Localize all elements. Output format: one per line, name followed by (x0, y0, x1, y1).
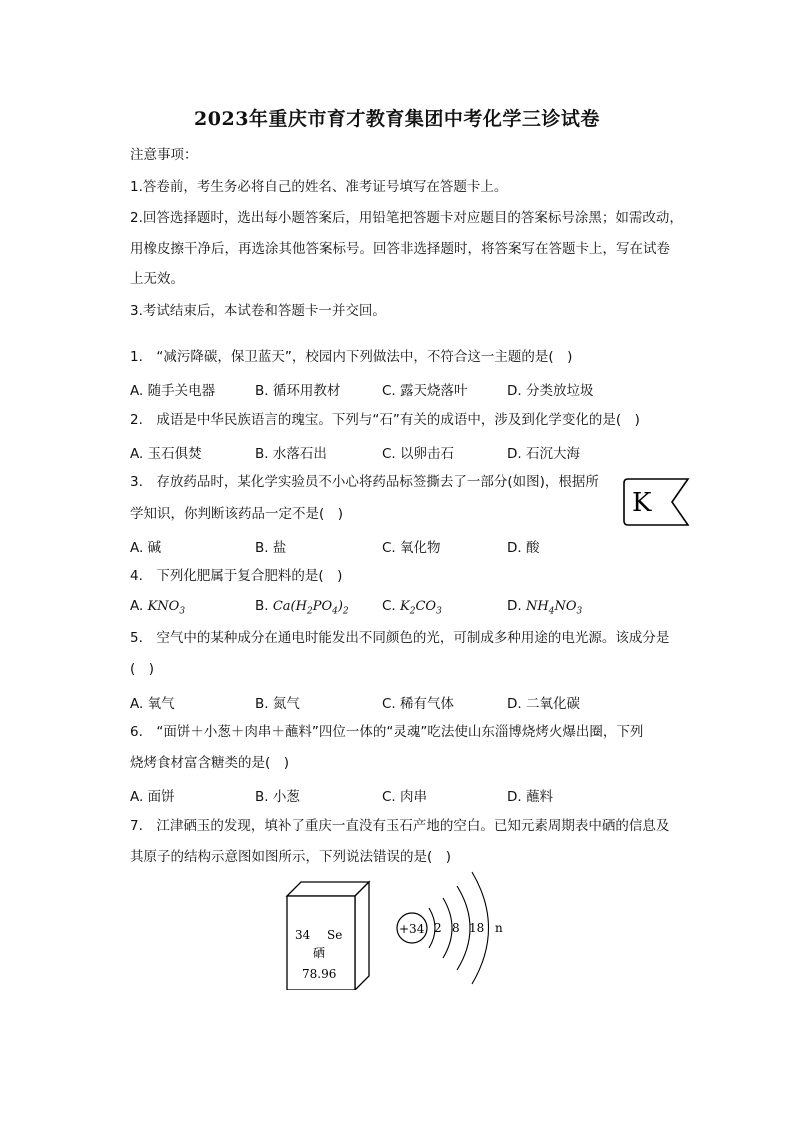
option-d: D. 酸 (507, 540, 540, 556)
note-2-line-3: 上无效。 (130, 271, 184, 287)
option-c: C. $K_2CO_3$ (382, 598, 442, 617)
shell-2-count: 8 (452, 921, 460, 935)
question-3-stem-line-1: 3. 存放药品时，某化学实验员不小心将药品标签撕去了一部分(如图)，根据所 (130, 474, 599, 490)
option-b: B. 盐 (255, 540, 287, 556)
option-a: A. $KNO_3$ (130, 598, 186, 617)
option-d: D. 分类放垃圾 (507, 383, 594, 399)
option-c: C. 稀有气体 (382, 696, 455, 712)
option-b: B. 小葱 (255, 789, 300, 805)
question-4-stem: 4. 下列化肥属于复合肥料的是( ) (130, 568, 343, 584)
question-5-stem-line-1: 5. 空气中的某种成分在通电时能发出不同颜色的光，可制成多种用途的电光源。该成分是 (130, 630, 670, 646)
shell-3-count: 18 (469, 921, 485, 935)
question-2-stem: 2. 成语是中华民族语言的瑰宝。下列与“石”有关的成语中，涉及到化学变化的是( ) (130, 412, 640, 428)
question-1-options (130, 379, 690, 397)
option-d: D. $NH_4NO_3$ (507, 598, 583, 617)
note-1: 1.答卷前，考生务必将自己的姓名、准考证号填写在答题卡上。 (130, 179, 508, 195)
page-title: 2023年重庆市育才教育集团中考化学三诊试卷 (194, 108, 600, 130)
shell-1-count: 2 (434, 921, 442, 935)
element-name: 硒 (313, 946, 326, 960)
question-7-stem-line-1: 7. 江津硒玉的发现，填补了重庆一直没有玉石产地的空白。已知元素周期表中硒的信息及 (130, 818, 670, 834)
question-1-stem: 1. “减污降碳，保卫蓝天”，校园内下列做法中，不符合这一主题的是( ) (130, 349, 573, 365)
option-d: D. 蘸料 (507, 789, 553, 805)
option-b: B. $Ca(H_2PO_4)_2$ (255, 598, 349, 617)
notes-heading: 注意事项： (130, 147, 198, 163)
note-2-line-1: 2.回答选择题时，选出每小题答案后，用铅笔把答题卡对应题目的答案标号涂黑；如需改动， (130, 210, 683, 226)
torn-reagent-label-figure (622, 476, 692, 532)
question-7-stem-line-2: 其原子的结构示意图如图所示，下列说法错误的是( ) (130, 849, 452, 865)
formula-k2co3: $K_2CO_3$ (400, 599, 442, 617)
selenium-figure (285, 868, 525, 994)
question-3-options (130, 536, 690, 554)
formula-nh4no3: $NH_4NO_3$ (525, 599, 583, 617)
label-symbol-text: K (632, 488, 652, 518)
option-c: C. 露天烧落叶 (382, 383, 468, 399)
atomic-number: 34 (295, 928, 311, 942)
option-c: C. 肉串 (382, 789, 428, 805)
option-a: A. 面饼 (130, 789, 175, 805)
option-a: A. 碱 (130, 540, 162, 556)
element-symbol: Se (327, 928, 343, 942)
question-6-stem-line-2: 烧烤食材富含糖类的是( ) (130, 755, 290, 771)
option-d: D. 石沉大海 (507, 446, 580, 462)
question-5-options (130, 692, 690, 710)
option-a: A. 随手关电器 (130, 383, 216, 399)
formula-ca-h2po4-2: $Ca(H_2PO_4)_2$ (272, 599, 349, 617)
option-b: B. 循环用教材 (255, 383, 341, 399)
question-3-stem-line-2: 学知识，你判断该药品一定不是( ) (130, 506, 344, 522)
option-b: B. 水落石出 (255, 446, 327, 462)
note-3: 3.考试结束后，本试卷和答题卡一并交回。 (130, 303, 386, 319)
electron-shell-2 (443, 898, 452, 958)
question-5-stem-line-2: ( ) (130, 661, 155, 677)
question-6-options (130, 785, 690, 803)
option-b: B. 氮气 (255, 696, 300, 712)
nucleus-charge: +34 (399, 922, 425, 936)
option-a: A. 氧气 (130, 696, 175, 712)
option-d: D. 二氧化碳 (507, 696, 580, 712)
shell-4-count: n (495, 921, 503, 935)
question-6-stem-line-1: 6. “面饼＋小葱＋肉串＋蘸料”四位一体的“灵魂”吃法使山东淄博烧烤火爆出圈，下列 (130, 724, 644, 740)
formula-kno3: $KNO_3$ (147, 599, 186, 617)
option-a: A. 玉石俱焚 (130, 446, 202, 462)
atomic-mass: 78.96 (302, 967, 337, 981)
note-2-line-2: 用橡皮擦干净后，再选涂其他答案标号。回答非选择题时，将答案写在答题卡上，写在试卷 (130, 241, 670, 257)
question-2-options (130, 442, 690, 460)
option-c: C. 氧化物 (382, 540, 441, 556)
question-4-options (130, 598, 690, 616)
option-c: C. 以卵击石 (382, 446, 455, 462)
